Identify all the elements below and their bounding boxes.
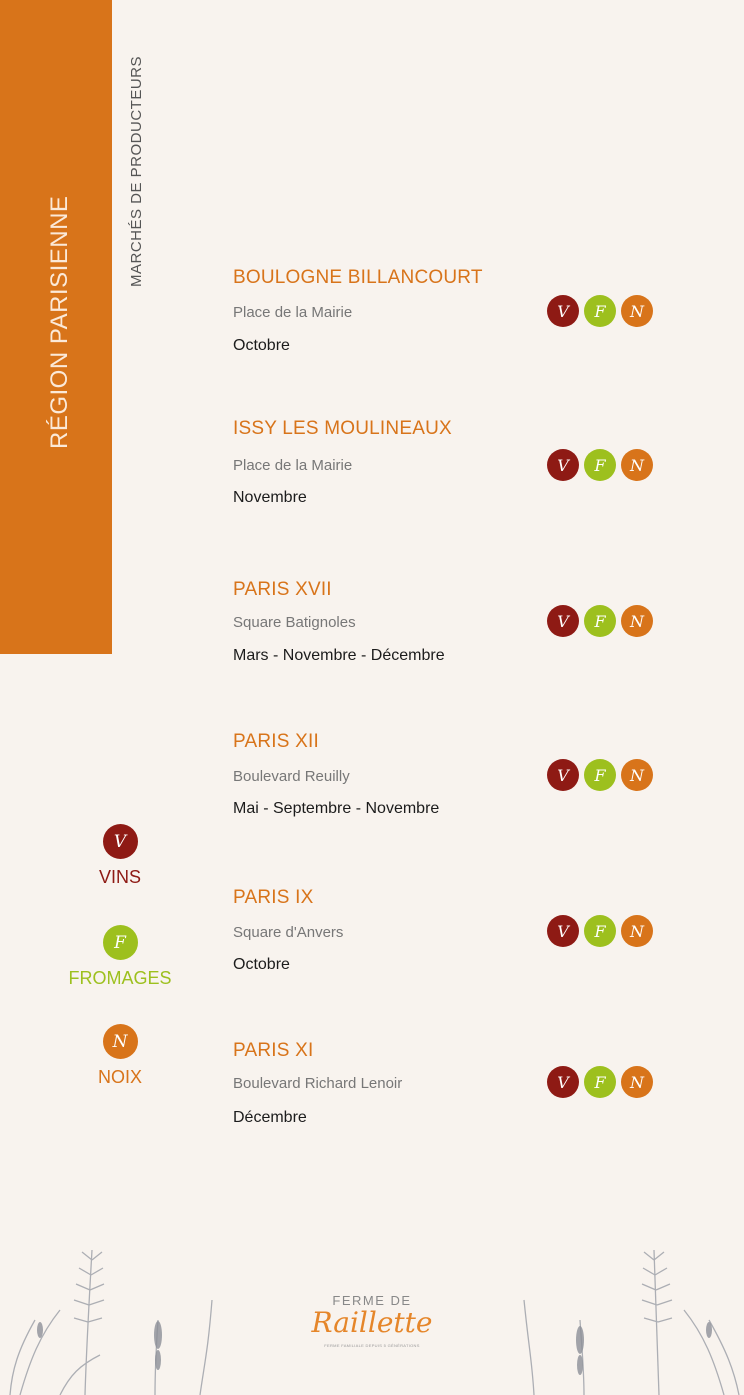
vins-badge-icon: V bbox=[547, 295, 579, 327]
logo-main-text: Raillette bbox=[311, 1306, 433, 1339]
market-name: PARIS IX bbox=[233, 887, 314, 908]
legend-label: FROMAGES bbox=[68, 968, 172, 988]
farm-logo bbox=[300, 1293, 444, 1348]
right-plants-illustration bbox=[514, 1240, 744, 1395]
product-badges bbox=[547, 295, 653, 327]
market-name: PARIS XVII bbox=[233, 579, 332, 600]
vins-badge-icon: V bbox=[547, 449, 579, 481]
market-entry bbox=[233, 1040, 673, 1126]
market-entry bbox=[233, 267, 673, 354]
market-entry bbox=[233, 418, 673, 506]
market-name: BOULOGNE BILLANCOURT bbox=[233, 267, 483, 288]
noix-legend-icon: N bbox=[103, 1024, 138, 1059]
product-badges bbox=[547, 915, 653, 947]
market-dates: Novembre bbox=[233, 489, 307, 506]
noix-badge-icon: N bbox=[621, 449, 653, 481]
noix-badge-icon: N bbox=[621, 295, 653, 327]
market-name: PARIS XII bbox=[233, 731, 319, 752]
section-title: MARCHÉS DE PRODUCTEURS bbox=[128, 55, 145, 287]
noix-badge-icon: N bbox=[621, 759, 653, 791]
market-place: Square Batignoles bbox=[233, 614, 356, 631]
noix-badge-icon: N bbox=[621, 605, 653, 637]
vins-badge-icon: V bbox=[547, 1066, 579, 1098]
legend-label: NOIX bbox=[97, 1067, 142, 1087]
logo-tagline: FERME FAMILIALE DEPUIS 5 GÉNÉRATIONS bbox=[324, 1343, 420, 1348]
fromages-badge-icon: F bbox=[584, 759, 616, 791]
product-badges bbox=[547, 449, 653, 481]
fromages-badge-icon: F bbox=[584, 449, 616, 481]
market-dates: Octobre bbox=[233, 956, 290, 973]
fromages-badge-icon: F bbox=[584, 605, 616, 637]
legend-label: VINS bbox=[98, 867, 141, 887]
market-place: Place de la Mairie bbox=[233, 304, 353, 321]
market-dates: Octobre bbox=[233, 337, 290, 354]
market-dates: Mars - Novembre - Décembre bbox=[233, 647, 445, 664]
legend-vins bbox=[60, 824, 180, 888]
fromages-legend-icon: F bbox=[103, 925, 138, 960]
market-dates: Mai - Septembre - Novembre bbox=[233, 800, 440, 817]
logo-top-text: FERME DE bbox=[332, 1293, 412, 1308]
region-title: RÉGION PARISIENNE bbox=[46, 195, 73, 449]
market-place: Boulevard Richard Lenoir bbox=[233, 1075, 403, 1092]
market-place: Square d'Anvers bbox=[233, 924, 344, 941]
fromages-badge-icon: F bbox=[584, 295, 616, 327]
market-place: Place de la Mairie bbox=[233, 457, 353, 474]
vins-legend-icon: V bbox=[103, 824, 138, 859]
product-badges bbox=[547, 1066, 653, 1098]
legend-fromages bbox=[60, 925, 180, 989]
left-plants-illustration bbox=[0, 1240, 230, 1395]
product-badges bbox=[547, 759, 653, 791]
market-entry bbox=[233, 579, 673, 664]
vins-badge-icon: V bbox=[547, 605, 579, 637]
legend-noix bbox=[60, 1024, 180, 1088]
market-place: Boulevard Reuilly bbox=[233, 768, 350, 785]
product-badges bbox=[547, 605, 653, 637]
market-entry bbox=[233, 731, 673, 817]
noix-badge-icon: N bbox=[621, 1066, 653, 1098]
fromages-badge-icon: F bbox=[584, 915, 616, 947]
fromages-badge-icon: F bbox=[584, 1066, 616, 1098]
vins-badge-icon: V bbox=[547, 759, 579, 791]
market-name: ISSY LES MOULINEAUX bbox=[233, 418, 452, 439]
market-entry bbox=[233, 887, 673, 973]
market-dates: Décembre bbox=[233, 1109, 307, 1126]
vins-badge-icon: V bbox=[547, 915, 579, 947]
market-name: PARIS XI bbox=[233, 1040, 314, 1061]
noix-badge-icon: N bbox=[621, 915, 653, 947]
